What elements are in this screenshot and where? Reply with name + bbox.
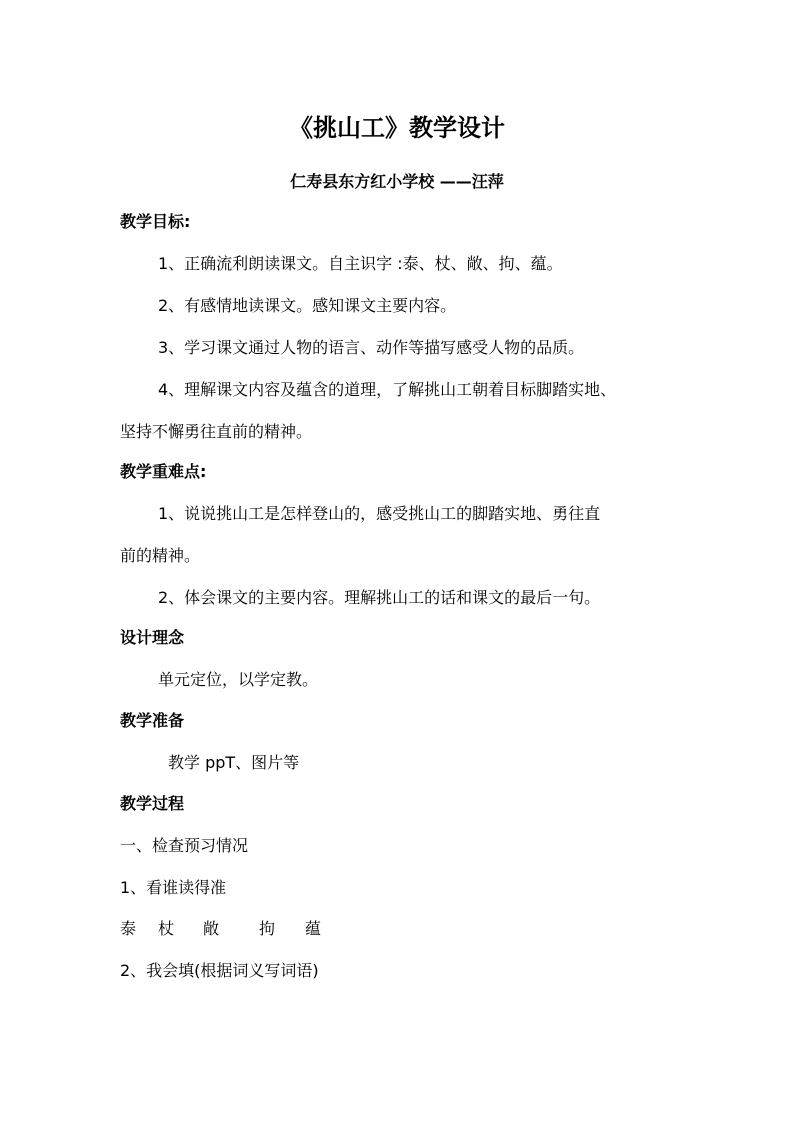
goals-heading: 教学目标: bbox=[120, 212, 191, 231]
preparation-text: 教学 ppT、图片等 bbox=[168, 753, 300, 772]
character-item: 蕴 bbox=[305, 919, 322, 938]
goal-item-4-continued: 坚持不懈勇往直前的精神。 bbox=[120, 422, 313, 441]
document-title: 《挑山工》教学设计 bbox=[289, 114, 505, 142]
preparation-heading: 教学准备 bbox=[120, 711, 185, 730]
character-item: 拘 bbox=[259, 919, 276, 938]
concept-text: 单元定位，以学定教。 bbox=[158, 670, 319, 689]
process-sub-1: 1、看谁读得准 bbox=[120, 878, 227, 897]
process-heading: 教学过程 bbox=[120, 794, 185, 813]
document-subtitle: 仁寿县东方红小学校 ——汪萍 bbox=[290, 172, 504, 191]
key-points-heading: 教学重难点: bbox=[120, 462, 207, 481]
key-point-item-2: 2、体会课文的主要内容。理解挑山工的话和课文的最后一句。 bbox=[158, 588, 601, 607]
character-item: 杖 bbox=[158, 919, 175, 938]
key-point-item-1: 1、说说挑山工是怎样登山的，感受挑山工的脚踏实地、勇往直 bbox=[158, 504, 601, 523]
character-item: 泰 bbox=[120, 919, 137, 938]
goal-item-2: 2、有感情地读课文。感知课文主要内容。 bbox=[158, 296, 457, 315]
goal-item-1: 1、正确流利朗读课文。自主识字 :泰、杖、敞、拘、蕴。 bbox=[158, 254, 563, 273]
character-item: 敞 bbox=[203, 919, 220, 938]
process-sub-2: 2、我会填(根据词义写词语) bbox=[120, 961, 319, 980]
goal-item-4: 4、理解课文内容及蕴含的道理，了解挑山工朝着目标脚踏实地、 bbox=[158, 380, 617, 399]
concept-heading: 设计理念 bbox=[120, 628, 185, 647]
goal-item-3: 3、学习课文通过人物的语言、动作等描写感受人物的品质。 bbox=[158, 338, 585, 357]
process-step-1: 一、检查预习情况 bbox=[120, 836, 249, 855]
key-point-item-1-continued: 前的精神。 bbox=[120, 546, 201, 565]
